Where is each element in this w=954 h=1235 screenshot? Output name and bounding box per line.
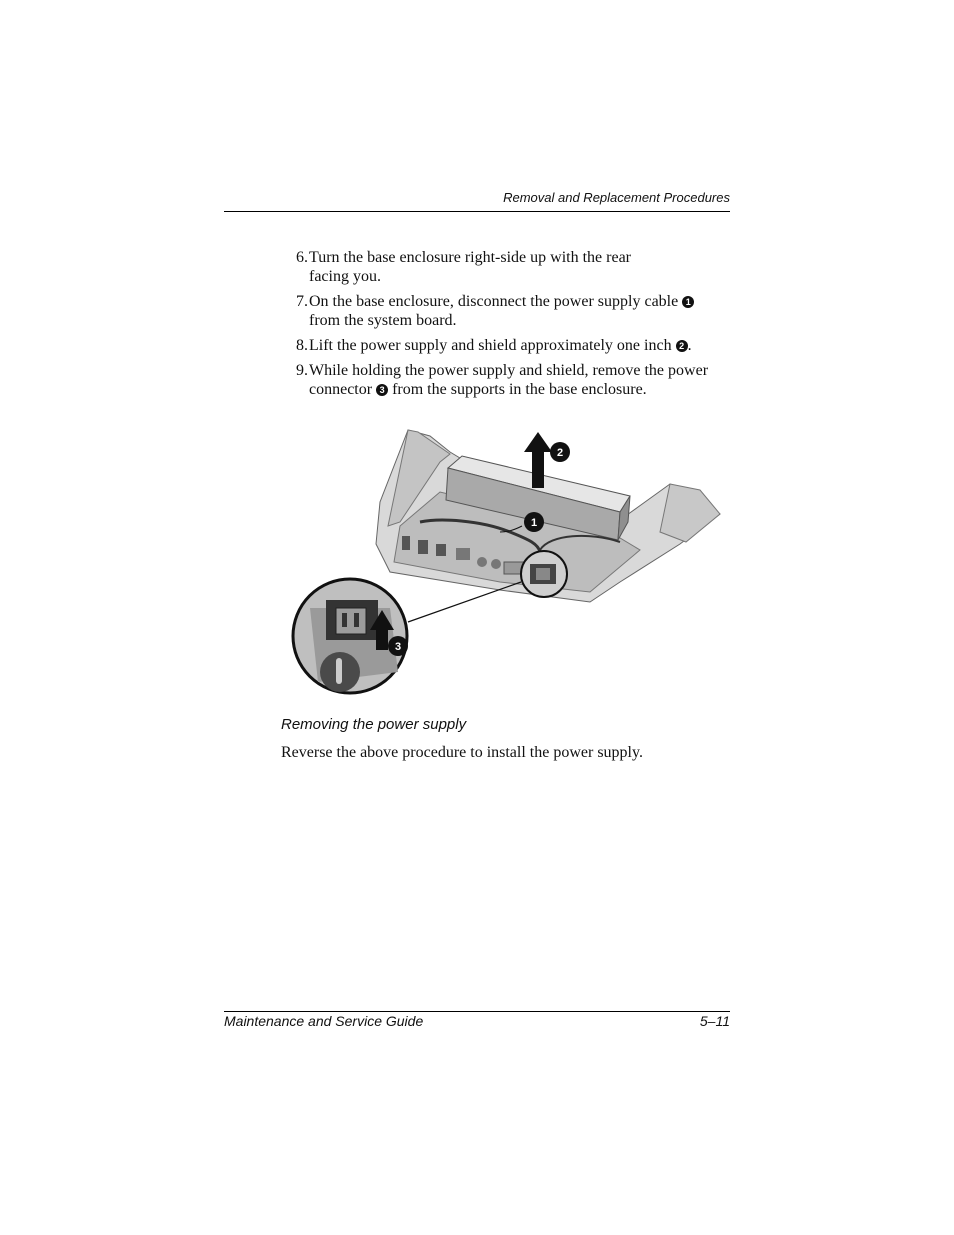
figure-callout-3: 3 <box>394 641 402 653</box>
step-text-segment: . <box>687 337 692 354</box>
step-text <box>308 248 631 286</box>
step-text-segment: from the supports in the base enclosure. <box>388 381 647 398</box>
step-6 <box>284 248 734 286</box>
footer-rule <box>224 1011 730 1012</box>
callout-2-icon: 2 <box>676 340 688 352</box>
step-text-segment: Lift the power supply and shield approximately one inch <box>309 337 676 354</box>
footer <box>224 1013 730 1029</box>
step-number: 7. <box>296 293 308 310</box>
step-text-line: facing you. <box>309 268 381 285</box>
step-8 <box>284 336 734 355</box>
header-rule <box>224 211 730 212</box>
step-number: 8. <box>296 337 308 354</box>
step-9 <box>284 361 734 399</box>
page-number: 5–11 <box>699 1013 730 1029</box>
step-text <box>308 336 692 355</box>
step-text-line: Turn the base enclosure right-side up with the rear <box>309 249 631 266</box>
step-text <box>308 292 694 330</box>
step-text <box>308 361 734 399</box>
step-number: 9. <box>296 362 308 379</box>
procedure-steps <box>284 248 734 405</box>
callout-3-icon: 3 <box>376 384 388 396</box>
step-text-segment: On the base enclosure, disconnect the power supply cable <box>309 293 683 310</box>
step-7 <box>284 292 734 330</box>
footer-guide-title: Maintenance and Service Guide <box>224 1013 424 1029</box>
closing-paragraph: Reverse the above procedure to install the power supply. <box>281 744 643 761</box>
step-number: 6. <box>296 249 308 266</box>
figure-callout-2: 2 <box>556 447 564 459</box>
figure-caption: Removing the power supply <box>281 716 467 733</box>
callout-1-icon: 1 <box>682 296 694 308</box>
power-supply-drawing <box>290 422 730 704</box>
power-supply-illustration <box>290 422 730 704</box>
running-head: Removal and Replacement Procedures <box>503 190 730 205</box>
step-text-segment: While holding the power supply and shield, remove the power connector <box>309 362 709 398</box>
step-text-segment: from the system board. <box>309 312 457 329</box>
figure-callout-1: 1 <box>530 517 538 529</box>
